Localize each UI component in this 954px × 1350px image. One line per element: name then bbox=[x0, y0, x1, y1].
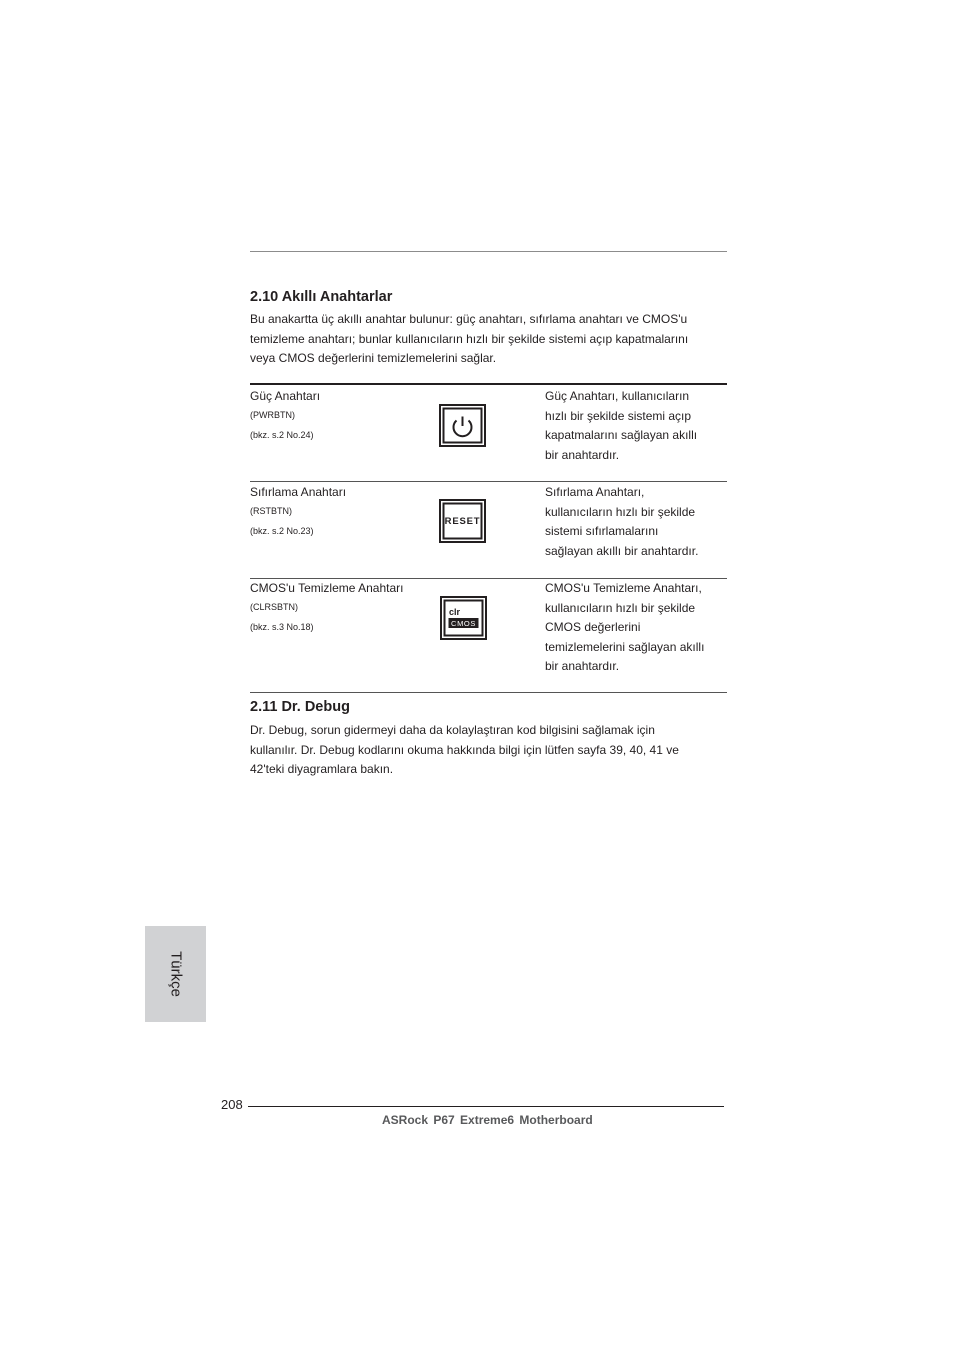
language-label: Türkçe bbox=[167, 951, 184, 997]
desc-line: sağlayan akıllı bir anahtardır. bbox=[545, 543, 699, 558]
switch-code-reset: (RSTBTN) bbox=[250, 506, 292, 516]
intro-line: veya CMOS değerlerini temizlemelerini sağlar. bbox=[250, 351, 497, 365]
body-line: 42'teki diyagramlara bakın. bbox=[250, 762, 394, 776]
section-heading-smart-switches: 2.10 Akıllı Anahtarlar bbox=[250, 289, 393, 305]
desc-line: kapatmalarını sağlayan akıllı bbox=[545, 428, 698, 442]
clr-cmos-icon bbox=[440, 596, 487, 640]
desc-line: hızlı bir şekilde sistemi açıp bbox=[545, 408, 692, 423]
desc-line: Güç Anahtarı, kullanıcıların bbox=[545, 389, 690, 403]
table-top-rule bbox=[250, 383, 727, 385]
cmos-icon-label: CMOS bbox=[451, 619, 476, 628]
switch-ref-clear-cmos: (bkz. s.3 No.18) bbox=[250, 622, 314, 632]
switch-desc-reset bbox=[545, 483, 730, 561]
body-line: Dr. Debug, sorun gidermeyi daha da kolaylaştıran kod bilgisini sağlamak için bbox=[250, 723, 655, 737]
switch-code-clear-cmos: (CLRSBTN) bbox=[250, 602, 299, 612]
clr-icon-label: clr bbox=[449, 607, 461, 617]
reset-icon bbox=[439, 499, 486, 543]
reset-icon-label: RESET bbox=[444, 516, 481, 527]
intro-line: Bu anakartta üç akıllı anahtar bulunur: güç anahtarı, sıfırlama anahtarı ve CMOS'u bbox=[250, 312, 688, 326]
desc-line: CMOS değerlerini bbox=[545, 620, 641, 634]
desc-line: bir anahtardır. bbox=[545, 659, 620, 673]
language-side-tab bbox=[145, 926, 206, 1022]
header-rule bbox=[250, 251, 727, 252]
desc-line: sistemi sıfırlamalarını bbox=[545, 524, 659, 538]
page-number: 208 bbox=[221, 1097, 243, 1112]
intro-line: temizleme anahtarı; bunlar kullanıcıların hızlı bir şekilde sistemi açıp kapatmalarını bbox=[250, 331, 689, 346]
section-intro bbox=[250, 310, 730, 369]
switch-desc-clear-cmos bbox=[545, 579, 730, 677]
power-icon bbox=[439, 404, 486, 447]
switch-desc-power bbox=[545, 387, 730, 465]
desc-line: bir anahtardır. bbox=[545, 447, 620, 462]
switch-code-power: (PWRBTN) bbox=[250, 410, 295, 420]
footer-rule bbox=[248, 1106, 724, 1107]
row-divider bbox=[250, 481, 727, 482]
footer-product-name: ASRock P67 Extreme6 Motherboard bbox=[382, 1113, 593, 1127]
desc-line: kullanıcıların hızlı bir şekilde bbox=[545, 600, 696, 615]
switch-ref-reset: (bkz. s.2 No.23) bbox=[250, 526, 314, 536]
desc-line: kullanıcıların hızlı bir şekilde bbox=[545, 504, 696, 519]
desc-line: Sıfırlama Anahtarı, bbox=[545, 485, 645, 499]
switch-name-clear-cmos: CMOS'u Temizleme Anahtarı bbox=[250, 581, 404, 595]
section-body bbox=[250, 721, 730, 780]
switch-ref-power: (bkz. s.2 No.24) bbox=[250, 430, 314, 440]
switch-name-reset: Sıfırlama Anahtarı bbox=[250, 485, 347, 499]
desc-line: CMOS'u Temizleme Anahtarı, bbox=[545, 581, 702, 595]
body-line: kullanılır. Dr. Debug kodlarını okuma hakkında bilgi için lütfen sayfa 39, 40, 41 ve bbox=[250, 742, 679, 757]
table-bottom-rule bbox=[250, 692, 727, 693]
switch-name-power: Güç Anahtarı bbox=[250, 389, 321, 403]
section-heading-dr-debug: 2.11 Dr. Debug bbox=[250, 699, 350, 715]
desc-line: temizlemelerini sağlayan akıllı bbox=[545, 639, 705, 654]
